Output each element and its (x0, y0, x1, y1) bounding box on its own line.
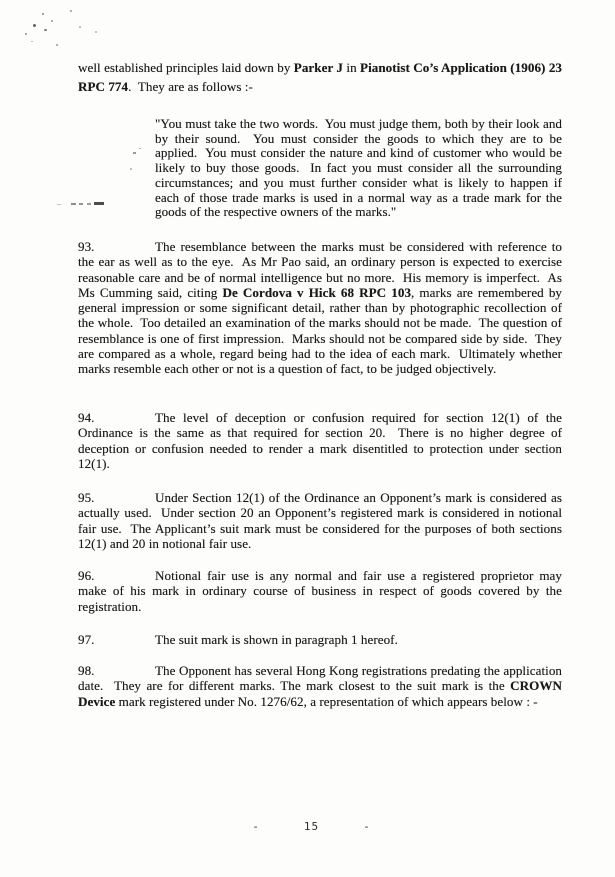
paragraph-number: 96. (78, 568, 95, 583)
body-text: . They are as follows :- (128, 79, 253, 94)
paragraph-97 (78, 632, 562, 647)
paragraph-text: , marks are remembered by general impression or some significant detail, rather than by photographic recollection of the whole. Too detailed an examination of the marks should not be made. The question of resemblance is one of first impression. Marks should not be compared side by side. They are compared as a whole, regard being had to the idea of each mark. Ultimately whether marks resemble each other or not is a question of fact, to be judged objectively. (78, 284, 563, 377)
paragraph-text: Under Section 12(1) of the Ordinance an Opponent’s mark is considered as actually used. Under section 20 an Opponent’s registered mark is considered in notional fair use. The Applicant’s suit mark must be considered for the purposes of both sections 12(1) and 20 in notional fair use. (78, 490, 562, 551)
paragraph-number: 94. (78, 410, 95, 425)
scan-artifact (31, 41, 33, 42)
scan-artifact (25, 33, 27, 35)
paragraph-number: 95. (78, 490, 95, 505)
scan-artifact (79, 203, 83, 205)
case-citation: De Cordova v Hick 68 RPC 103 (222, 284, 412, 300)
paragraph-number: 97. (78, 632, 95, 647)
scan-artifact (51, 20, 53, 22)
paragraph-text: The level of deception or confusion required for section 12(1) of the Ordinance is the same as that required for section 20. There is no higher degree of deception or confusion needed to render a mark disentitled to protection under section 12(1). (78, 410, 562, 471)
scan-artifact (42, 13, 44, 15)
scan-artifact (71, 203, 76, 205)
scan-artifact (133, 152, 136, 154)
scan-artifact (33, 24, 36, 27)
case-citation: Pianotist Co’s Application (1906) 23 RPC 774 (78, 60, 563, 94)
paragraph-94 (78, 410, 562, 471)
scan-artifact (57, 204, 61, 205)
scan-artifact (139, 148, 141, 149)
paragraph-text: The resemblance between the marks must be considered with reference to the ear as well as to the eye. As Mr Pao said, an ordinary person is expected to exercise reasonable care and be of normal intelligence but no more. His memory is imperfect. As Ms Cumming said, citing (78, 239, 562, 300)
paragraph-number: 98. (78, 663, 95, 678)
scan-artifact (87, 203, 91, 205)
footer-dash: - (363, 820, 371, 833)
footer-dash: - (252, 820, 260, 833)
scan-artifact (95, 31, 97, 33)
page-footer (0, 820, 615, 833)
scan-artifact (130, 168, 132, 170)
intro-paragraph (78, 58, 562, 96)
paragraph-text: The Opponent has several Hong Kong registrations predating the application date. They are for different marks. The mark closest to the suit mark is the (78, 663, 562, 694)
paragraph-98 (78, 663, 562, 709)
judge-name: Parker J (293, 60, 344, 75)
paragraph-text: mark registered under No. 1276/62, a representation of which appears below : - (115, 693, 538, 709)
quotation-block: "You must take the two words. You must judge them, both by their look and by their sound. You must consider the goods to which they are to be applied. You must consider the nature and kind of customer who would be likely to buy those goods. In fact you must consider all the surrounding circumstances; and you must further consider what is likely to happen if each of those trade marks is used in a normal way as a trade mark for the goods of the respective owners of the marks." (155, 116, 562, 220)
trademark-name: CROWN Device (78, 678, 562, 709)
scan-artifact (70, 10, 72, 12)
scan-artifact (79, 26, 81, 28)
scan-artifact (56, 44, 58, 46)
page-number: 15 (303, 820, 320, 833)
paragraph-93 (78, 239, 562, 377)
paragraph-number: 93. (78, 239, 95, 254)
body-text: well established principles laid down by (78, 60, 294, 75)
paragraph-95 (78, 490, 562, 551)
scan-artifact (94, 202, 104, 205)
paragraph-96 (78, 568, 562, 614)
scan-artifact (44, 29, 47, 31)
paragraph-text: The suit mark is shown in paragraph 1 hereof. (155, 632, 398, 647)
body-text: in (343, 60, 361, 75)
paragraph-text: Notional fair use is any normal and fair use a registered proprietor may make of his mark in ordinary course of business in respect of goods covered by the registration. (78, 568, 562, 614)
